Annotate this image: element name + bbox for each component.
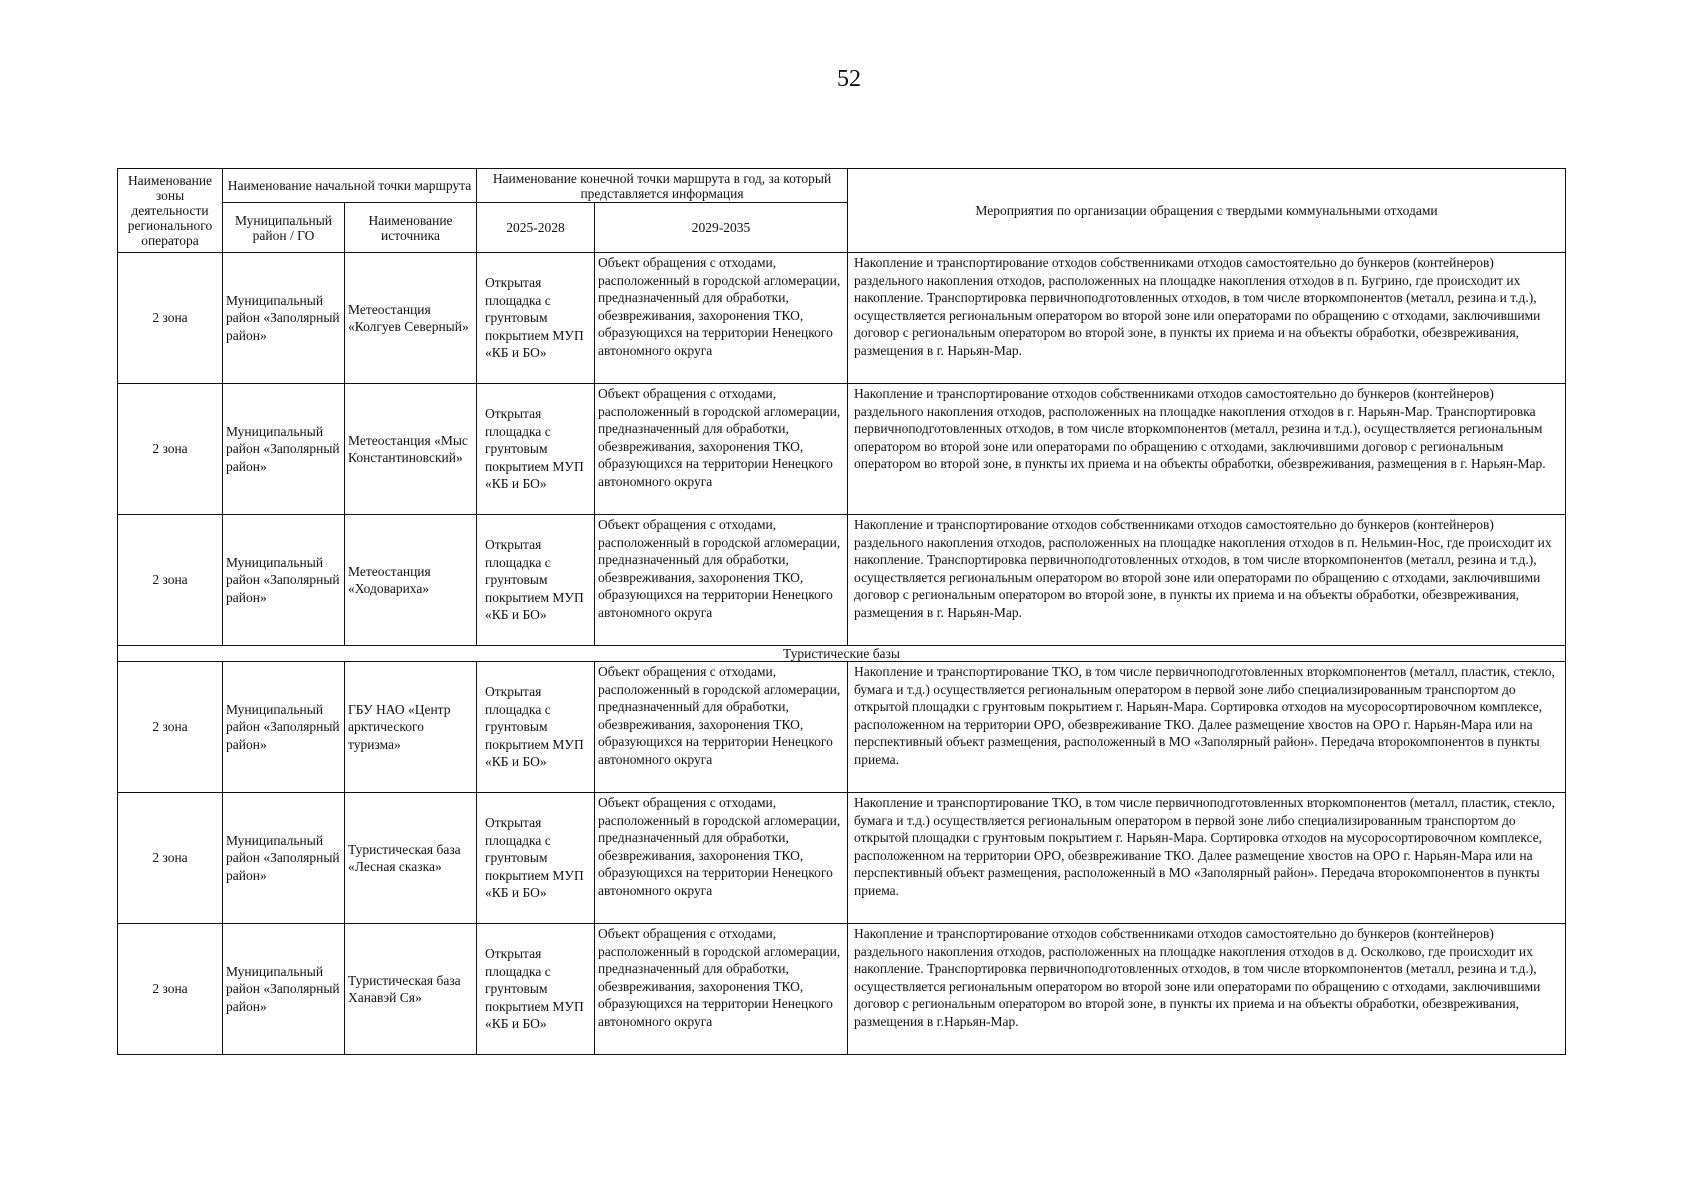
zone-cell: 2 зона <box>118 384 223 515</box>
municipal-cell: Муниципальный район «Заполярный район» <box>223 662 345 793</box>
period2-cell: Объект обращения с отходами, расположенный в городской агломерации, предназначенный для обработки, обезвреживания, захоронения ТКО, образующихся на территории Ненецкого автономного округа <box>595 924 848 1055</box>
period1-cell: Открытая площадка с грунтовым покрытием МУП «КБ и БО» <box>477 515 595 646</box>
municipal-cell: Муниципальный район «Заполярный район» <box>223 515 345 646</box>
measures-cell: Накопление и транспортирование отходов собственниками отходов самостоятельно до бункеров (контейнеров) раздельного накопления отходов, расположенных на площадке накопления отходов в п. Бугрино, где происходит их накопление. Транспортировка первичноподготовленных отходов, в том числе вторкомпонентов (металл, резина и т.д.), осуществляется региональным оператором во второй зоне или операторами по обращению с отходами, заключившими договор с региональным оператором во второй зоне, в пункты их приема и на объекты обработки, обезвреживания, размещения в г. Нарьян-Мар. <box>848 253 1566 384</box>
zone-cell: 2 зона <box>118 253 223 384</box>
zone-cell: 2 зона <box>118 793 223 924</box>
period1-cell: Открытая площадка с грунтовым покрытием МУП «КБ и БО» <box>477 384 595 515</box>
measures-cell: Накопление и транспортирование отходов собственниками отходов самостоятельно до бункеров (контейнеров) раздельного накопления отходов, расположенных на площадке накопления отходов в г. Нарьян-Мар. Транспортировка первичноподготовленных отходов, в том числе вторкомпонентов (металл, резина и т.д.), осуществляется региональным оператором во второй зоне или операторами по обращению с отходами, заключившими договор с региональным оператором во второй зоне, в пункты их приема и на объекты обработки, обезвреживания, размещения в г. Нарьян-Мар. <box>848 384 1566 515</box>
header-measures: Мероприятия по организации обращения с твердыми коммунальными отходами <box>848 169 1566 253</box>
header-start-point: Наименование начальной точки маршрута <box>223 169 477 203</box>
waste-routes-table <box>117 168 1566 1055</box>
period2-cell: Объект обращения с отходами, расположенный в городской агломерации, предназначенный для обработки, обезвреживания, захоронения ТКО, образующихся на территории Ненецкого автономного округа <box>595 793 848 924</box>
header-period-2025-2028: 2025-2028 <box>477 203 595 253</box>
table-row <box>118 384 1566 515</box>
table-row <box>118 253 1566 384</box>
period1-cell: Открытая площадка с грунтовым покрытием МУП «КБ и БО» <box>477 924 595 1055</box>
section-row <box>118 646 1566 662</box>
source-cell: Туристическая база «Лесная сказка» <box>345 793 477 924</box>
municipal-cell: Муниципальный район «Заполярный район» <box>223 253 345 384</box>
municipal-cell: Муниципальный район «Заполярный район» <box>223 924 345 1055</box>
source-cell: ГБУ НАО «Центр арктического туризма» <box>345 662 477 793</box>
period1-cell: Открытая площадка с грунтовым покрытием МУП «КБ и БО» <box>477 253 595 384</box>
zone-cell: 2 зона <box>118 924 223 1055</box>
measures-cell: Накопление и транспортирование ТКО, в том числе первичноподготовленных вторкомпонентов (металл, пластик, стекло, бумага и т.д.) осуществляется региональным оператором в первой зоне либо специализированным транспортом до открытой площадки с грунтовым покрытием г. Нарьян-Мара. Сортировка отходов на мусоросортировочном комплексе, расположенном на территории ОРО, обезвреживание ТКО. Далее размещение хвостов на ОРО г. Нарьян-Мара или на перспективный объект размещения, расположенный в МО «Заполярный район». Передача второкомпонентов в пункты приема. <box>848 662 1566 793</box>
header-row-1 <box>118 169 1566 203</box>
section-title-tourist: Туристические базы <box>118 646 1566 662</box>
header-end-point: Наименование конечной точки маршрута в год, за который представляется информация <box>477 169 848 203</box>
header-zone: Наименование зоны деятельности регионального оператора <box>118 169 223 253</box>
table-body <box>118 253 1566 1055</box>
period1-cell: Открытая площадка с грунтовым покрытием МУП «КБ и БО» <box>477 662 595 793</box>
source-cell: Туристическая база Ханавэй Ся» <box>345 924 477 1055</box>
period1-cell: Открытая площадка с грунтовым покрытием МУП «КБ и БО» <box>477 793 595 924</box>
period2-cell: Объект обращения с отходами, расположенный в городской агломерации, предназначенный для обработки, обезвреживания, захоронения ТКО, образующихся на территории Ненецкого автономного округа <box>595 515 848 646</box>
measures-cell: Накопление и транспортирование отходов собственниками отходов самостоятельно до бункеров (контейнеров) раздельного накопления отходов, расположенных на площадке накопления отходов в д. Осколково, где происходит их накопление. Транспортировка первичноподготовленных отходов, в том числе вторкомпонентов (металл, резина и т.д.), осуществляется региональным оператором во второй зоне или операторами по обращению с отходами, заключившими договор с региональным оператором во второй зоне, в пункты их приема и на объекты обработки, обезвреживания, размещения в г.Нарьян-Мар. <box>848 924 1566 1055</box>
measures-cell: Накопление и транспортирование ТКО, в том числе первичноподготовленных вторкомпонентов (металл, пластик, стекло, бумага и т.д.) осуществляется региональным оператором в первой зоне либо специализированным транспортом до открытой площадки с грунтовым покрытием г. Нарьян-Мара. Сортировка отходов на мусоросортировочном комплексе, расположенном на территории ОРО, обезвреживание ТКО. Далее размещение хвостов на ОРО г. Нарьян-Мара или на перспективный объект размещения, расположенный в МО «Заполярный район». Передача второкомпонентов в пункты приема. <box>848 793 1566 924</box>
period2-cell: Объект обращения с отходами, расположенный в городской агломерации, предназначенный для обработки, обезвреживания, захоронения ТКО, образующихся на территории Ненецкого автономного округа <box>595 384 848 515</box>
table-row <box>118 662 1566 793</box>
period2-cell: Объект обращения с отходами, расположенный в городской агломерации, предназначенный для обработки, обезвреживания, захоронения ТКО, образующихся на территории Ненецкого автономного округа <box>595 253 848 384</box>
source-cell: Метеостанция «Колгуев Северный» <box>345 253 477 384</box>
table-row <box>118 924 1566 1055</box>
zone-cell: 2 зона <box>118 662 223 793</box>
municipal-cell: Муниципальный район «Заполярный район» <box>223 384 345 515</box>
table-row <box>118 515 1566 646</box>
measures-cell: Накопление и транспортирование отходов собственниками отходов самостоятельно до бункеров (контейнеров) раздельного накопления отходов, расположенных на площадке накопления отходов в п. Нельмин-Нос, где происходит их накопление. Транспортировка первичноподготовленных отходов, в том числе вторкомпонентов (металл, резина и т.д.), осуществляется региональным оператором во второй зоне или операторами по обращению с отходами, заключившими договор с региональным оператором во второй зоне, в пункты их приема и на объекты обработки, обезвреживания, размещения в г. Нарьян-Мар. <box>848 515 1566 646</box>
source-cell: Метеостанция «Ходовариха» <box>345 515 477 646</box>
period2-cell: Объект обращения с отходами, расположенный в городской агломерации, предназначенный для обработки, обезвреживания, захоронения ТКО, образующихся на территории Ненецкого автономного округа <box>595 662 848 793</box>
municipal-cell: Муниципальный район «Заполярный район» <box>223 793 345 924</box>
zone-cell: 2 зона <box>118 515 223 646</box>
header-period-2029-2035: 2029-2035 <box>595 203 848 253</box>
header-source: Наименование источника <box>345 203 477 253</box>
header-municipal: Муниципальный район / ГО <box>223 203 345 253</box>
table-row <box>118 793 1566 924</box>
page-number: 52 <box>837 66 861 92</box>
source-cell: Метеостанция «Мыс Константиновский» <box>345 384 477 515</box>
